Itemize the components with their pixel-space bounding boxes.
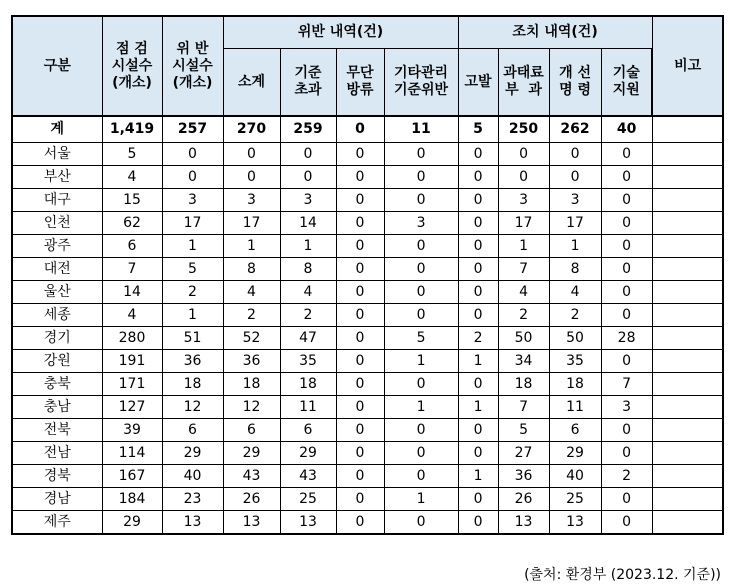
value-cell: 13 — [498, 511, 549, 535]
value-cell: 0 — [384, 143, 458, 166]
value-cell: 0 — [384, 281, 458, 304]
value-cell: 4 — [223, 281, 280, 304]
region-cell: 제주 — [12, 511, 102, 535]
value-cell: 18 — [549, 373, 601, 396]
value-cell: 1 — [162, 304, 223, 327]
value-cell: 0 — [458, 419, 498, 442]
value-cell: 6 — [102, 235, 162, 258]
region-cell: 서울 — [12, 143, 102, 166]
value-cell: 14 — [102, 281, 162, 304]
value-cell: 0 — [336, 304, 384, 327]
value-cell: 13 — [549, 511, 601, 535]
value-cell: 0 — [601, 212, 652, 235]
value-cell: 2 — [458, 327, 498, 350]
value-cell: 0 — [498, 143, 549, 166]
value-cell: 0 — [601, 258, 652, 281]
table-row — [12, 488, 723, 511]
value-cell: 18 — [223, 373, 280, 396]
table-row — [12, 143, 723, 166]
value-cell: 17 — [223, 212, 280, 235]
value-cell: 0 — [458, 488, 498, 511]
value-cell: 6 — [280, 419, 336, 442]
value-cell: 11 — [280, 396, 336, 419]
value-cell: 29 — [102, 511, 162, 535]
value-cell: 14 — [280, 212, 336, 235]
value-cell: 35 — [280, 350, 336, 373]
header-standard-exceed: 기준 초과 — [280, 49, 336, 117]
table-row — [12, 465, 723, 488]
header-remarks: 비고 — [652, 16, 723, 116]
value-cell: 6 — [549, 419, 601, 442]
value-cell: 25 — [549, 488, 601, 511]
header-violation-group: 위반 내역(건) — [223, 16, 458, 49]
table-row — [12, 419, 723, 442]
region-cell: 경북 — [12, 465, 102, 488]
header-unauthorized: 무단 방류 — [336, 49, 384, 117]
value-cell: 8 — [549, 258, 601, 281]
region-cell: 대구 — [12, 189, 102, 212]
value-cell: 0 — [384, 511, 458, 535]
value-cell: 34 — [498, 350, 549, 373]
value-cell: 0 — [384, 465, 458, 488]
value-cell: 0 — [601, 488, 652, 511]
header-subtotal: 소계 — [223, 49, 280, 117]
value-cell: 29 — [549, 442, 601, 465]
value-cell: 0 — [601, 166, 652, 189]
value-cell: 167 — [102, 465, 162, 488]
total-cell: 262 — [549, 116, 601, 143]
value-cell: 0 — [458, 212, 498, 235]
header-region: 구분 — [12, 16, 102, 116]
value-cell: 12 — [162, 396, 223, 419]
value-cell: 1 — [162, 235, 223, 258]
value-cell: 0 — [384, 235, 458, 258]
value-cell: 6 — [223, 419, 280, 442]
total-row — [12, 116, 723, 143]
source-note: (출처: 환경부 (2023.12. 기준)) — [524, 567, 721, 583]
remarks-cell — [652, 396, 723, 419]
remarks-cell — [652, 143, 723, 166]
header-tech-support: 기술 지원 — [601, 49, 652, 117]
table-row — [12, 511, 723, 535]
value-cell: 280 — [102, 327, 162, 350]
value-cell: 1 — [384, 396, 458, 419]
value-cell: 1 — [458, 350, 498, 373]
value-cell: 0 — [223, 143, 280, 166]
value-cell: 17 — [549, 212, 601, 235]
total-label: 계 — [12, 116, 102, 143]
value-cell: 1 — [458, 396, 498, 419]
value-cell: 0 — [336, 212, 384, 235]
value-cell: 7 — [498, 396, 549, 419]
value-cell: 25 — [280, 488, 336, 511]
value-cell: 2 — [498, 304, 549, 327]
value-cell: 26 — [223, 488, 280, 511]
region-cell: 부산 — [12, 166, 102, 189]
value-cell: 36 — [498, 465, 549, 488]
value-cell: 7 — [498, 258, 549, 281]
value-cell: 0 — [549, 166, 601, 189]
value-cell: 0 — [498, 166, 549, 189]
value-cell: 0 — [601, 189, 652, 212]
region-cell: 울산 — [12, 281, 102, 304]
table-row — [12, 396, 723, 419]
value-cell: 0 — [162, 166, 223, 189]
value-cell: 1 — [223, 235, 280, 258]
value-cell: 0 — [336, 419, 384, 442]
value-cell: 5 — [102, 143, 162, 166]
remarks-cell — [652, 419, 723, 442]
value-cell: 36 — [223, 350, 280, 373]
value-cell: 0 — [458, 442, 498, 465]
inspection-table — [11, 15, 724, 535]
value-cell: 4 — [102, 304, 162, 327]
total-cell: 40 — [601, 116, 652, 143]
value-cell: 11 — [549, 396, 601, 419]
value-cell: 13 — [223, 511, 280, 535]
total-cell: 270 — [223, 116, 280, 143]
region-cell: 광주 — [12, 235, 102, 258]
value-cell: 0 — [336, 235, 384, 258]
value-cell: 23 — [162, 488, 223, 511]
total-cell: 259 — [280, 116, 336, 143]
table-row — [12, 304, 723, 327]
total-cell: 257 — [162, 116, 223, 143]
value-cell: 7 — [601, 373, 652, 396]
total-cell: 11 — [384, 116, 458, 143]
header-other-mgmt: 기타관리 기준위반 — [384, 49, 458, 117]
value-cell: 0 — [458, 166, 498, 189]
remarks-cell — [652, 235, 723, 258]
value-cell: 0 — [336, 350, 384, 373]
value-cell: 0 — [601, 281, 652, 304]
value-cell: 3 — [601, 396, 652, 419]
value-cell: 47 — [280, 327, 336, 350]
value-cell: 4 — [549, 281, 601, 304]
value-cell: 0 — [336, 511, 384, 535]
value-cell: 0 — [458, 143, 498, 166]
table-row — [12, 442, 723, 465]
value-cell: 8 — [223, 258, 280, 281]
value-cell: 17 — [498, 212, 549, 235]
value-cell: 3 — [280, 189, 336, 212]
value-cell: 51 — [162, 327, 223, 350]
value-cell: 4 — [102, 166, 162, 189]
value-cell: 43 — [223, 465, 280, 488]
value-cell: 13 — [280, 511, 336, 535]
region-cell: 강원 — [12, 350, 102, 373]
value-cell: 1 — [549, 235, 601, 258]
value-cell: 0 — [384, 373, 458, 396]
value-cell: 3 — [384, 212, 458, 235]
table-header — [12, 16, 723, 116]
value-cell: 28 — [601, 327, 652, 350]
region-cell: 충남 — [12, 396, 102, 419]
value-cell: 0 — [458, 235, 498, 258]
remarks-cell — [652, 488, 723, 511]
header-violating: 위 반 시설수 (개소) — [162, 16, 223, 116]
value-cell: 17 — [162, 212, 223, 235]
value-cell: 0 — [601, 419, 652, 442]
value-cell: 184 — [102, 488, 162, 511]
remarks-cell — [652, 373, 723, 396]
remarks-cell — [652, 212, 723, 235]
value-cell: 0 — [601, 442, 652, 465]
remarks-cell — [652, 189, 723, 212]
value-cell: 35 — [549, 350, 601, 373]
remarks-cell — [652, 465, 723, 488]
header-action-group: 조치 내역(건) — [458, 16, 652, 49]
value-cell: 26 — [498, 488, 549, 511]
value-cell: 27 — [498, 442, 549, 465]
header-fine: 과태료 부 과 — [498, 49, 549, 117]
value-cell: 13 — [162, 511, 223, 535]
value-cell: 18 — [162, 373, 223, 396]
total-cell: 0 — [336, 116, 384, 143]
value-cell: 0 — [336, 281, 384, 304]
value-cell: 2 — [601, 465, 652, 488]
value-cell: 43 — [280, 465, 336, 488]
value-cell: 50 — [498, 327, 549, 350]
remarks-cell — [652, 166, 723, 189]
value-cell: 0 — [384, 442, 458, 465]
value-cell: 8 — [280, 258, 336, 281]
remarks-cell — [652, 350, 723, 373]
value-cell: 39 — [102, 419, 162, 442]
value-cell: 0 — [458, 304, 498, 327]
value-cell: 29 — [223, 442, 280, 465]
value-cell: 2 — [223, 304, 280, 327]
value-cell: 0 — [336, 189, 384, 212]
value-cell: 0 — [458, 189, 498, 212]
table-row — [12, 235, 723, 258]
value-cell: 0 — [336, 373, 384, 396]
value-cell: 2 — [549, 304, 601, 327]
value-cell: 1 — [384, 350, 458, 373]
table-row — [12, 350, 723, 373]
remarks-cell — [652, 511, 723, 535]
table-row — [12, 373, 723, 396]
value-cell: 0 — [458, 281, 498, 304]
value-cell: 0 — [336, 465, 384, 488]
value-cell: 12 — [223, 396, 280, 419]
region-cell: 경기 — [12, 327, 102, 350]
header-improvement: 개 선 명 령 — [549, 49, 601, 117]
value-cell: 0 — [280, 143, 336, 166]
value-cell: 18 — [280, 373, 336, 396]
value-cell: 1 — [458, 465, 498, 488]
table-row — [12, 258, 723, 281]
remarks-cell — [652, 442, 723, 465]
value-cell: 3 — [498, 189, 549, 212]
value-cell: 0 — [549, 143, 601, 166]
value-cell: 6 — [162, 419, 223, 442]
header-inspected: 점 검 시설수 (개소) — [102, 16, 162, 116]
region-cell: 전북 — [12, 419, 102, 442]
value-cell: 0 — [223, 166, 280, 189]
remarks-cell — [652, 116, 723, 143]
table-row — [12, 212, 723, 235]
table-row — [12, 166, 723, 189]
value-cell: 0 — [280, 166, 336, 189]
table-body — [12, 116, 723, 534]
total-cell: 5 — [458, 116, 498, 143]
value-cell: 0 — [458, 258, 498, 281]
value-cell: 18 — [498, 373, 549, 396]
value-cell: 2 — [162, 281, 223, 304]
region-cell: 전남 — [12, 442, 102, 465]
value-cell: 0 — [336, 258, 384, 281]
value-cell: 1 — [280, 235, 336, 258]
value-cell: 0 — [458, 511, 498, 535]
value-cell: 0 — [601, 235, 652, 258]
value-cell: 5 — [498, 419, 549, 442]
value-cell: 5 — [384, 327, 458, 350]
value-cell: 36 — [162, 350, 223, 373]
region-cell: 인천 — [12, 212, 102, 235]
remarks-cell — [652, 327, 723, 350]
value-cell: 3 — [162, 189, 223, 212]
table-row — [12, 281, 723, 304]
value-cell: 0 — [336, 442, 384, 465]
region-cell: 대전 — [12, 258, 102, 281]
value-cell: 0 — [336, 327, 384, 350]
value-cell: 52 — [223, 327, 280, 350]
total-cell: 1,419 — [102, 116, 162, 143]
region-cell: 충북 — [12, 373, 102, 396]
remarks-cell — [652, 258, 723, 281]
remarks-cell — [652, 304, 723, 327]
value-cell: 0 — [458, 373, 498, 396]
remarks-cell — [652, 281, 723, 304]
value-cell: 0 — [336, 488, 384, 511]
value-cell: 3 — [223, 189, 280, 212]
value-cell: 0 — [601, 511, 652, 535]
value-cell: 40 — [162, 465, 223, 488]
value-cell: 5 — [162, 258, 223, 281]
value-cell: 15 — [102, 189, 162, 212]
value-cell: 29 — [280, 442, 336, 465]
region-cell: 경남 — [12, 488, 102, 511]
value-cell: 29 — [162, 442, 223, 465]
value-cell: 0 — [336, 396, 384, 419]
value-cell: 0 — [601, 350, 652, 373]
value-cell: 171 — [102, 373, 162, 396]
value-cell: 62 — [102, 212, 162, 235]
value-cell: 0 — [384, 189, 458, 212]
value-cell: 7 — [102, 258, 162, 281]
value-cell: 0 — [384, 419, 458, 442]
value-cell: 50 — [549, 327, 601, 350]
value-cell: 3 — [549, 189, 601, 212]
table-row — [12, 327, 723, 350]
value-cell: 0 — [384, 304, 458, 327]
value-cell: 1 — [498, 235, 549, 258]
value-cell: 0 — [601, 304, 652, 327]
region-cell: 세종 — [12, 304, 102, 327]
value-cell: 127 — [102, 396, 162, 419]
table-row — [12, 189, 723, 212]
value-cell: 0 — [384, 166, 458, 189]
total-cell: 250 — [498, 116, 549, 143]
value-cell: 1 — [384, 488, 458, 511]
value-cell: 0 — [336, 143, 384, 166]
value-cell: 191 — [102, 350, 162, 373]
value-cell: 40 — [549, 465, 601, 488]
value-cell: 114 — [102, 442, 162, 465]
value-cell: 2 — [280, 304, 336, 327]
header-accusation: 고발 — [458, 49, 498, 117]
value-cell: 4 — [280, 281, 336, 304]
value-cell: 0 — [384, 258, 458, 281]
value-cell: 0 — [336, 166, 384, 189]
value-cell: 0 — [601, 143, 652, 166]
value-cell: 4 — [498, 281, 549, 304]
value-cell: 0 — [162, 143, 223, 166]
